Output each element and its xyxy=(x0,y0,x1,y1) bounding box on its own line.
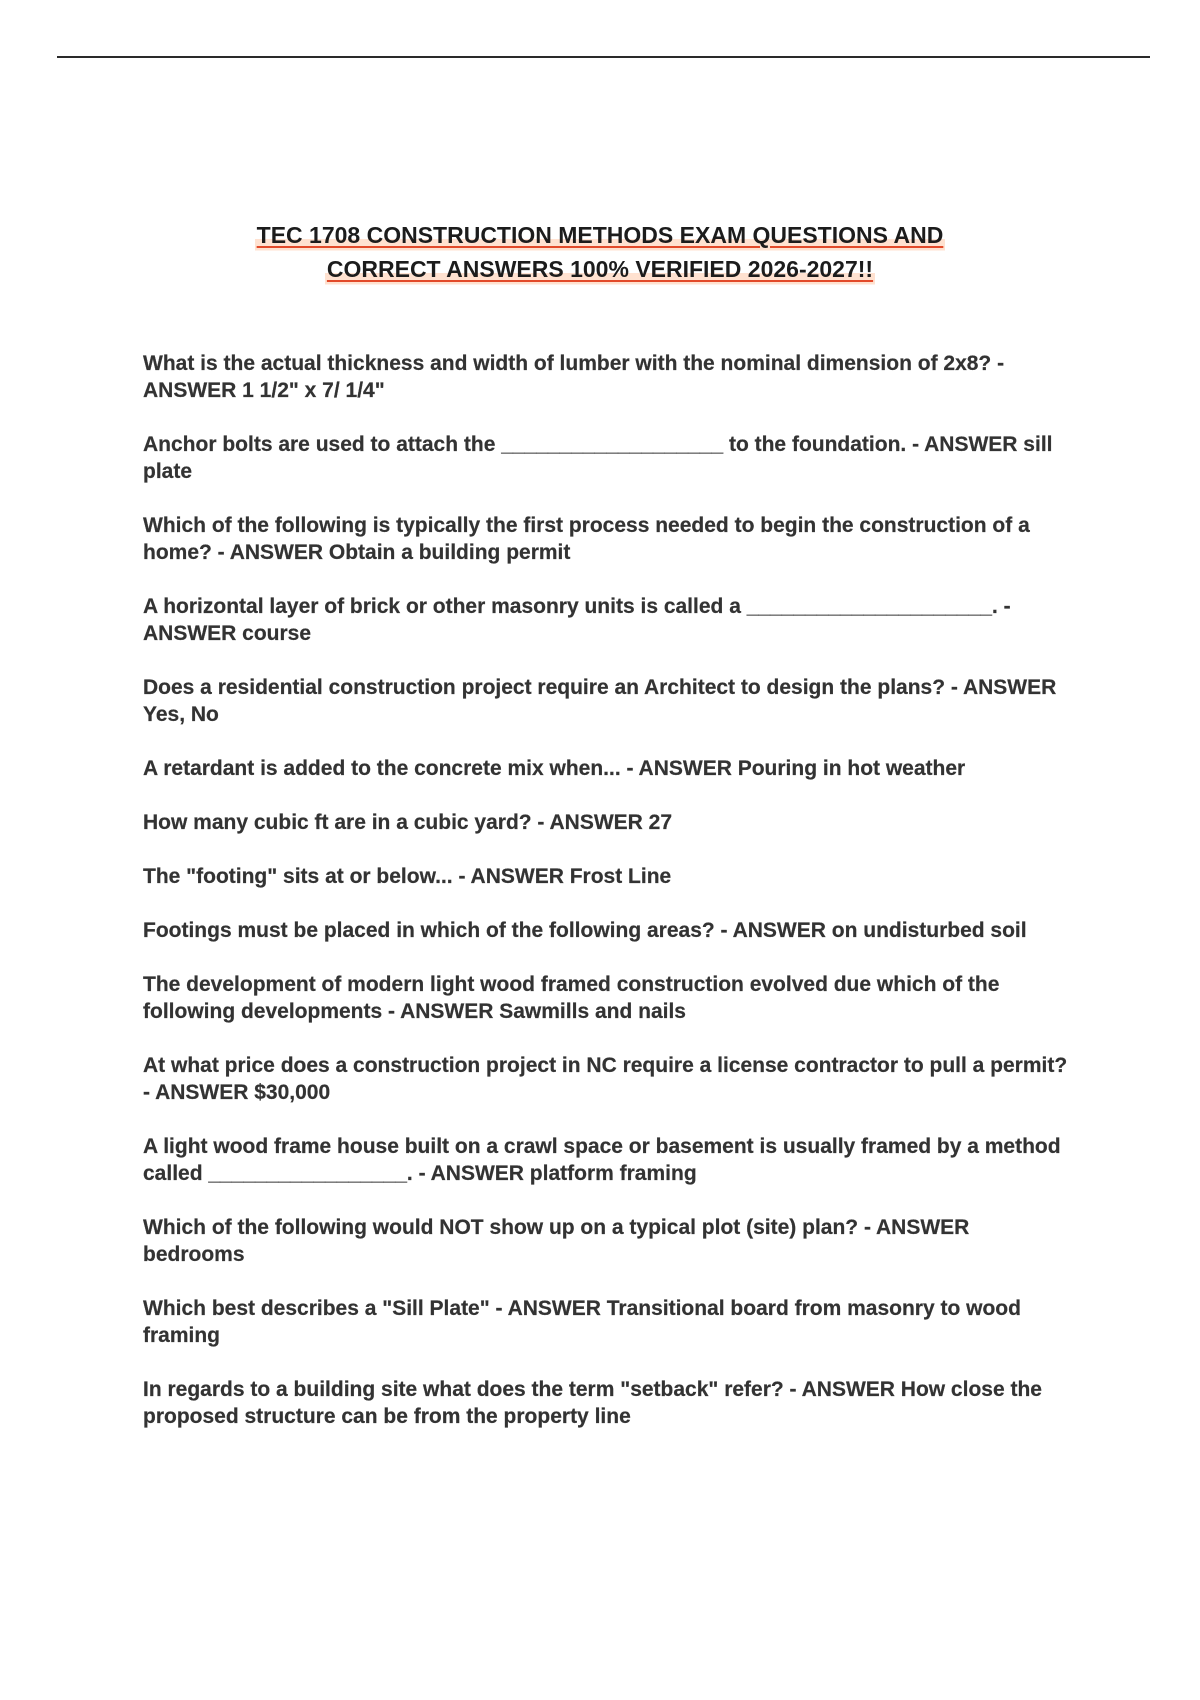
answer-text: ANSWER bedrooms xyxy=(143,1216,970,1266)
title-line-2: CORRECT ANSWERS 100% VERIFIED 2026-2027!! xyxy=(325,252,875,286)
answer-text: ANSWER Obtain a building permit xyxy=(229,541,571,564)
question-text: A retardant is added to the concrete mix when... - xyxy=(143,757,639,780)
answer-text: ANSWER 1 1/2" x 7/ 1/4" xyxy=(143,379,385,402)
qa-item xyxy=(143,1214,1073,1268)
question-text: The "footing" sits at or below... - xyxy=(143,865,471,888)
question-text: Which of the following is typically the first process needed to begin the construction of a home? - xyxy=(143,514,1030,564)
question-text: A horizontal layer of brick or other masonry units is called a _____________________. - xyxy=(143,595,1011,618)
qa-item xyxy=(143,863,1073,890)
qa-item xyxy=(143,674,1073,728)
question-text: At what price does a construction project in NC require a license contractor to pull a permit? - xyxy=(143,1054,1068,1104)
answer-text: ANSWER Yes, No xyxy=(143,676,1057,726)
question-text: Which of the following would NOT show up on a typical plot (site) plan? - xyxy=(143,1216,877,1239)
qa-item xyxy=(143,593,1073,647)
qa-item xyxy=(143,512,1073,566)
qa-item xyxy=(143,917,1073,944)
answer-text: ANSWER Sawmills and nails xyxy=(400,1000,686,1023)
answer-text: ANSWER course xyxy=(143,622,312,645)
qa-item xyxy=(143,1133,1073,1187)
qa-item xyxy=(143,1052,1073,1106)
question-text: Which best describes a "Sill Plate" - xyxy=(143,1297,508,1320)
title-line-1: TEC 1708 CONSTRUCTION METHODS EXAM QUESTIONS AND xyxy=(255,218,946,252)
question-text: In regards to a building site what does the term "setback" refer? - xyxy=(143,1378,802,1401)
qa-item xyxy=(143,1376,1073,1430)
top-rule xyxy=(57,56,1150,58)
answer-text: ANSWER How close the proposed structure can be from the property line xyxy=(143,1378,1042,1428)
answer-text: ANSWER 27 xyxy=(549,811,673,834)
answer-text: ANSWER Pouring in hot weather xyxy=(638,757,966,780)
answer-text: ANSWER Frost Line xyxy=(470,865,672,888)
document-title xyxy=(0,218,1200,286)
qa-item xyxy=(143,1295,1073,1349)
answer-text: ANSWER on undisturbed soil xyxy=(732,919,1027,942)
qa-item xyxy=(143,431,1073,485)
qa-item xyxy=(143,755,1073,782)
answer-text: ANSWER $30,000 xyxy=(155,1081,331,1104)
question-text: Footings must be placed in which of the following areas? - xyxy=(143,919,733,942)
question-text: What is the actual thickness and width of lumber with the nominal dimension of 2x8? - xyxy=(143,352,1005,375)
qa-item xyxy=(143,971,1073,1025)
question-text: The development of modern light wood framed construction evolved due which of the following developments - xyxy=(143,973,1000,1023)
qa-item xyxy=(143,350,1073,404)
answer-text: ANSWER Transitional board from masonry to wood framing xyxy=(143,1297,1021,1347)
question-text: Does a residential construction project require an Architect to design the plans? - xyxy=(143,676,963,699)
answer-text: ANSWER sill plate xyxy=(143,433,1053,483)
answer-text: ANSWER platform framing xyxy=(430,1162,697,1185)
qa-list xyxy=(143,350,1073,1457)
question-text: Anchor bolts are used to attach the ___________________ to the foundation. - xyxy=(143,433,925,456)
question-text: How many cubic ft are in a cubic yard? - xyxy=(143,811,550,834)
qa-item xyxy=(143,809,1073,836)
question-text: A light wood frame house built on a crawl space or basement is usually framed by a method called _________________. - xyxy=(143,1135,1061,1185)
